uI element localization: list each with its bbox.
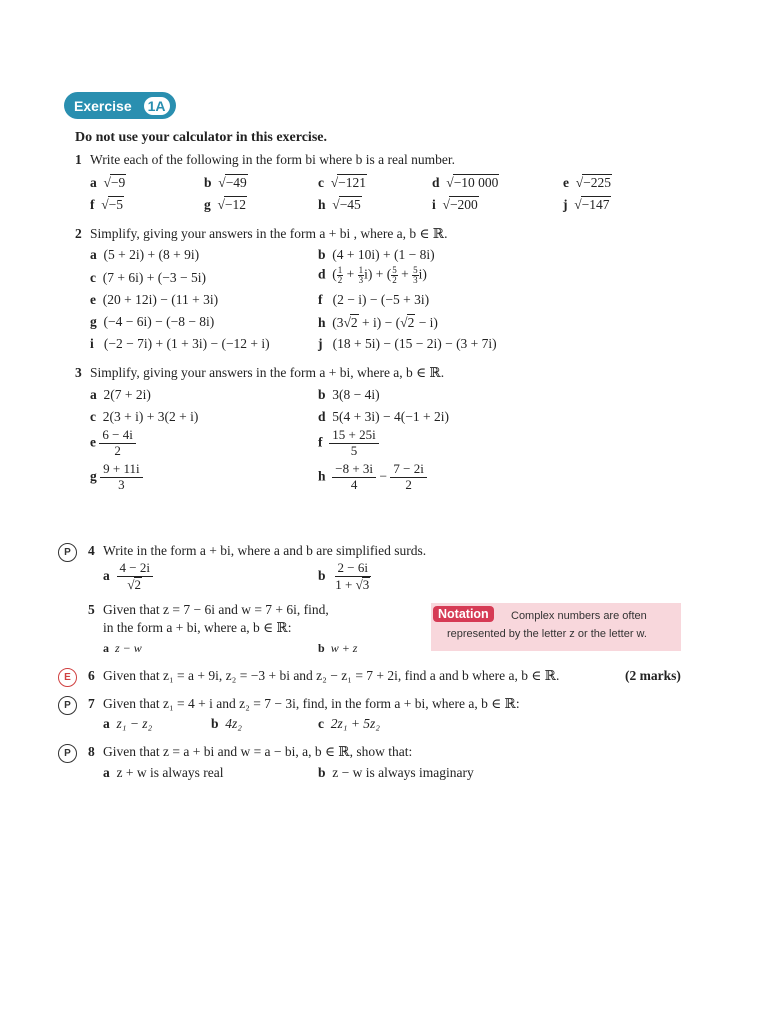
q3-f-num: 15 + 25i [329,428,378,444]
q3-g-num: 9 + 11i [100,462,142,478]
q2-part-b: b (4 + 10i) + (1 − 8i) [318,247,435,262]
q3-d-expr: 5(4 + 3i) − 4(−1 + 2i) [332,409,449,424]
q3-part-e: e $\frac{6 - 4i}{2}$ [90,428,136,459]
q2-c-expr: (7 + 6i) + (−3 − 5i) [102,270,206,285]
q1-part-g: g √−12 [204,197,247,212]
q1-part-d: d √−10 000 [432,175,499,190]
q5-part-a: a z − w [103,641,142,655]
q1-part-i: i √−200 [432,197,478,212]
q5-part-b: b w + z [318,641,358,655]
q5-number: 5 [88,602,95,617]
q1-part-letter: a [90,175,97,190]
notation-line-2: represented by the letter z or the letter w. [447,628,647,640]
q2-part-g: g (−4 − 6i) − (−8 − 8i) [90,314,215,329]
q1-part-letter: d [432,175,440,190]
q1-part-letter: b [204,175,212,190]
q8-b-text: z − w is always imaginary [332,765,474,780]
q1-radicand: −10 000 [453,175,499,190]
q3-part-h: h $\frac{-8 + 3i}{4}$ − $\frac{7 - 2i}{2}$ [318,462,427,493]
q2-part-c: c (7 + 6i) + (−3 − 5i) [90,270,206,285]
q4-part-a: a $\frac{4 - 2i}{√2}$ [103,561,153,593]
q3-h2-den: 2 [405,476,412,492]
q7-b-expr: 4z₂ [225,716,242,731]
q8-a-text: z + w is always real [116,765,224,780]
q3-c-expr: 2(3 + i) + 3(2 + i) [102,409,199,424]
q1-radicand: −200 [449,197,478,212]
q3-h1-num: −8 + 3i [332,462,376,478]
q1-part-letter: e [563,175,569,190]
q1-part-letter: h [318,197,326,212]
q1-part-c: c √−121 [318,175,367,190]
q1-part-b: b √−49 [204,175,247,190]
q1-radicand: −147 [581,197,610,212]
q1-part-letter: c [318,175,324,190]
q3-part-b: b 3(8 − 4i) [318,387,380,402]
q5-b-expr: w + z [330,641,358,655]
q1-part-letter: g [204,197,211,212]
q2-part-f: f (2 − i) − (−5 + 3i) [318,292,430,307]
q8-part-b: b z − w is always imaginary [318,765,474,780]
q2-a-expr: (5 + 2i) + (8 + 9i) [103,247,200,262]
q3-f-den: 5 [350,442,358,458]
q3-part-g: g $\frac{9 + 11i}{3}$ [90,462,143,493]
problem-solving-icon: P [58,696,77,715]
q1-radicand: −49 [225,175,247,190]
q1-radicand: −12 [224,197,247,212]
q1-part-letter: j [563,197,568,212]
q6-number: 6 [88,668,95,683]
q7-a-expr: z₁ − z₂ [116,716,153,731]
q5-text-1: Given that z = 7 − 6i and w = 7 + 6i, find, [103,602,329,617]
q7-part-a: a z₁ − z₂ [103,716,153,731]
q1-part-h: h √−45 [318,197,361,212]
q3-g-den: 3 [118,476,125,492]
q1-text: Write each of the following in the form bi where b is a real number. [90,152,455,167]
q2-part-d: d ( $\frac{1}{2}$ + $\frac{1}{3}$ i) + ( $\frac{5}{2}$ + $\frac{5}{3}$ i) [318,265,427,285]
q4-b-num: 2 − 6i [335,561,371,577]
q1-part-letter: f [90,197,95,212]
q2-text: Simplify, giving your answers in the form a + bi , where a, b ∈ ℝ. [90,226,448,241]
exercise-number: 1A [142,95,172,117]
q2-i-expr: (−2 − 7i) + (1 + 3i) − (−12 + i) [103,336,270,351]
q1-part-f: f √−5 [90,197,124,212]
exercise-badge [64,92,176,119]
problem-solving-icon: P [58,744,77,763]
q7-part-c: c 2z₁ + 5z₂ [318,716,381,731]
q4-part-b: b $\frac{2 - 6i}{1 + √3}$ [318,560,370,592]
q7-text: Given that z₁ = 4 + i and z₂ = 7 − 3i, find, in the form a + bi, where a, b ∈ ℝ: [103,696,520,711]
q2-part-e: e (20 + 12i) − (11 + 3i) [90,292,219,307]
notation-label: Notation [433,606,494,622]
q1-part-j: j √−147 [563,197,610,212]
q1-radicand: −5 [108,197,124,212]
q2-g-expr: (−4 − 6i) − (−8 − 8i) [103,314,215,329]
q2-e-expr: (20 + 12i) − (11 + 3i) [102,292,219,307]
q3-e-num: 6 − 4i [99,428,135,444]
q6-text: Given that z₁ = a + 9i, z₂ = −3 + bi and z₂ − z₁ = 7 + 2i, find a and b where a, b ∈ ℝ. [103,668,560,683]
q3-number: 3 [75,365,82,380]
q7-number: 7 [88,696,95,711]
q1-radicand: −225 [583,175,612,190]
q5-a-expr: z − w [115,641,142,655]
q2-part-h: h (3√2 + i) − (√2 − i) [318,315,438,330]
q8-part-a: a z + w is always real [103,765,224,780]
q2-part-a: a (5 + 2i) + (8 + 9i) [90,247,200,262]
q1-number: 1 [75,152,82,167]
q7-c-expr: 2z₁ + 5z₂ [330,716,381,731]
q2-part-j: j (18 + 5i) − (15 − 2i) − (3 + 7i) [318,336,497,351]
q1-part-a: a √−9 [90,175,126,190]
q1-radicand: −121 [338,175,367,190]
q2-b-expr: (4 + 10i) + (1 − 8i) [332,247,435,262]
q3-h2-num: 7 − 2i [390,462,426,478]
q1-radicand: −9 [110,175,126,190]
exam-style-icon: E [58,668,77,687]
q2-part-i: i (−2 − 7i) + (1 + 3i) − (−12 + i) [90,336,270,351]
notation-box [431,603,681,651]
q8-text: Given that z = a + bi and w = a − bi, a, b ∈ ℝ, show that: [103,744,413,759]
q3-b-expr: 3(8 − 4i) [332,387,380,402]
q2-j-expr: (18 + 5i) − (15 − 2i) − (3 + 7i) [332,336,497,351]
instruction: Do not use your calculator in this exercise. [75,130,327,145]
q6-marks: (2 marks) [625,668,681,683]
q2-f-expr: (2 − i) − (−5 + 3i) [332,292,430,307]
q3-e-den: 2 [114,442,121,458]
q3-part-a: a 2(7 + 2i) [90,387,151,402]
problem-solving-icon: P [58,543,77,562]
q1-radicand: −45 [339,197,361,212]
q1-part-e: e √−225 [563,175,612,190]
q4-a-num: 4 − 2i [117,561,153,577]
q1-part-letter: i [432,197,436,212]
q3-text: Simplify, giving your answers in the form a + bi, where a, b ∈ ℝ. [90,365,445,380]
q2-number: 2 [75,226,82,241]
exercise-title: Exercise [74,97,132,114]
q3-h1-den: 4 [350,476,358,492]
q3-part-f: f $\frac{15 + 25i}{5}$ [318,428,379,459]
q4-text: Write in the form a + bi, where a and b are simplified surds. [103,543,427,558]
q3-a-expr: 2(7 + 2i) [103,387,151,402]
q4-number: 4 [88,543,95,558]
q3-part-d: d 5(4 + 3i) − 4(−1 + 2i) [318,409,449,424]
q5-text-2: in the form a + bi, where a, b ∈ ℝ: [103,620,292,635]
q8-number: 8 [88,744,95,759]
q7-part-b: b 4z₂ [211,716,242,731]
notation-line-1: Complex numbers are often [511,610,647,622]
q3-part-c: c 2(3 + i) + 3(2 + i) [90,409,199,424]
